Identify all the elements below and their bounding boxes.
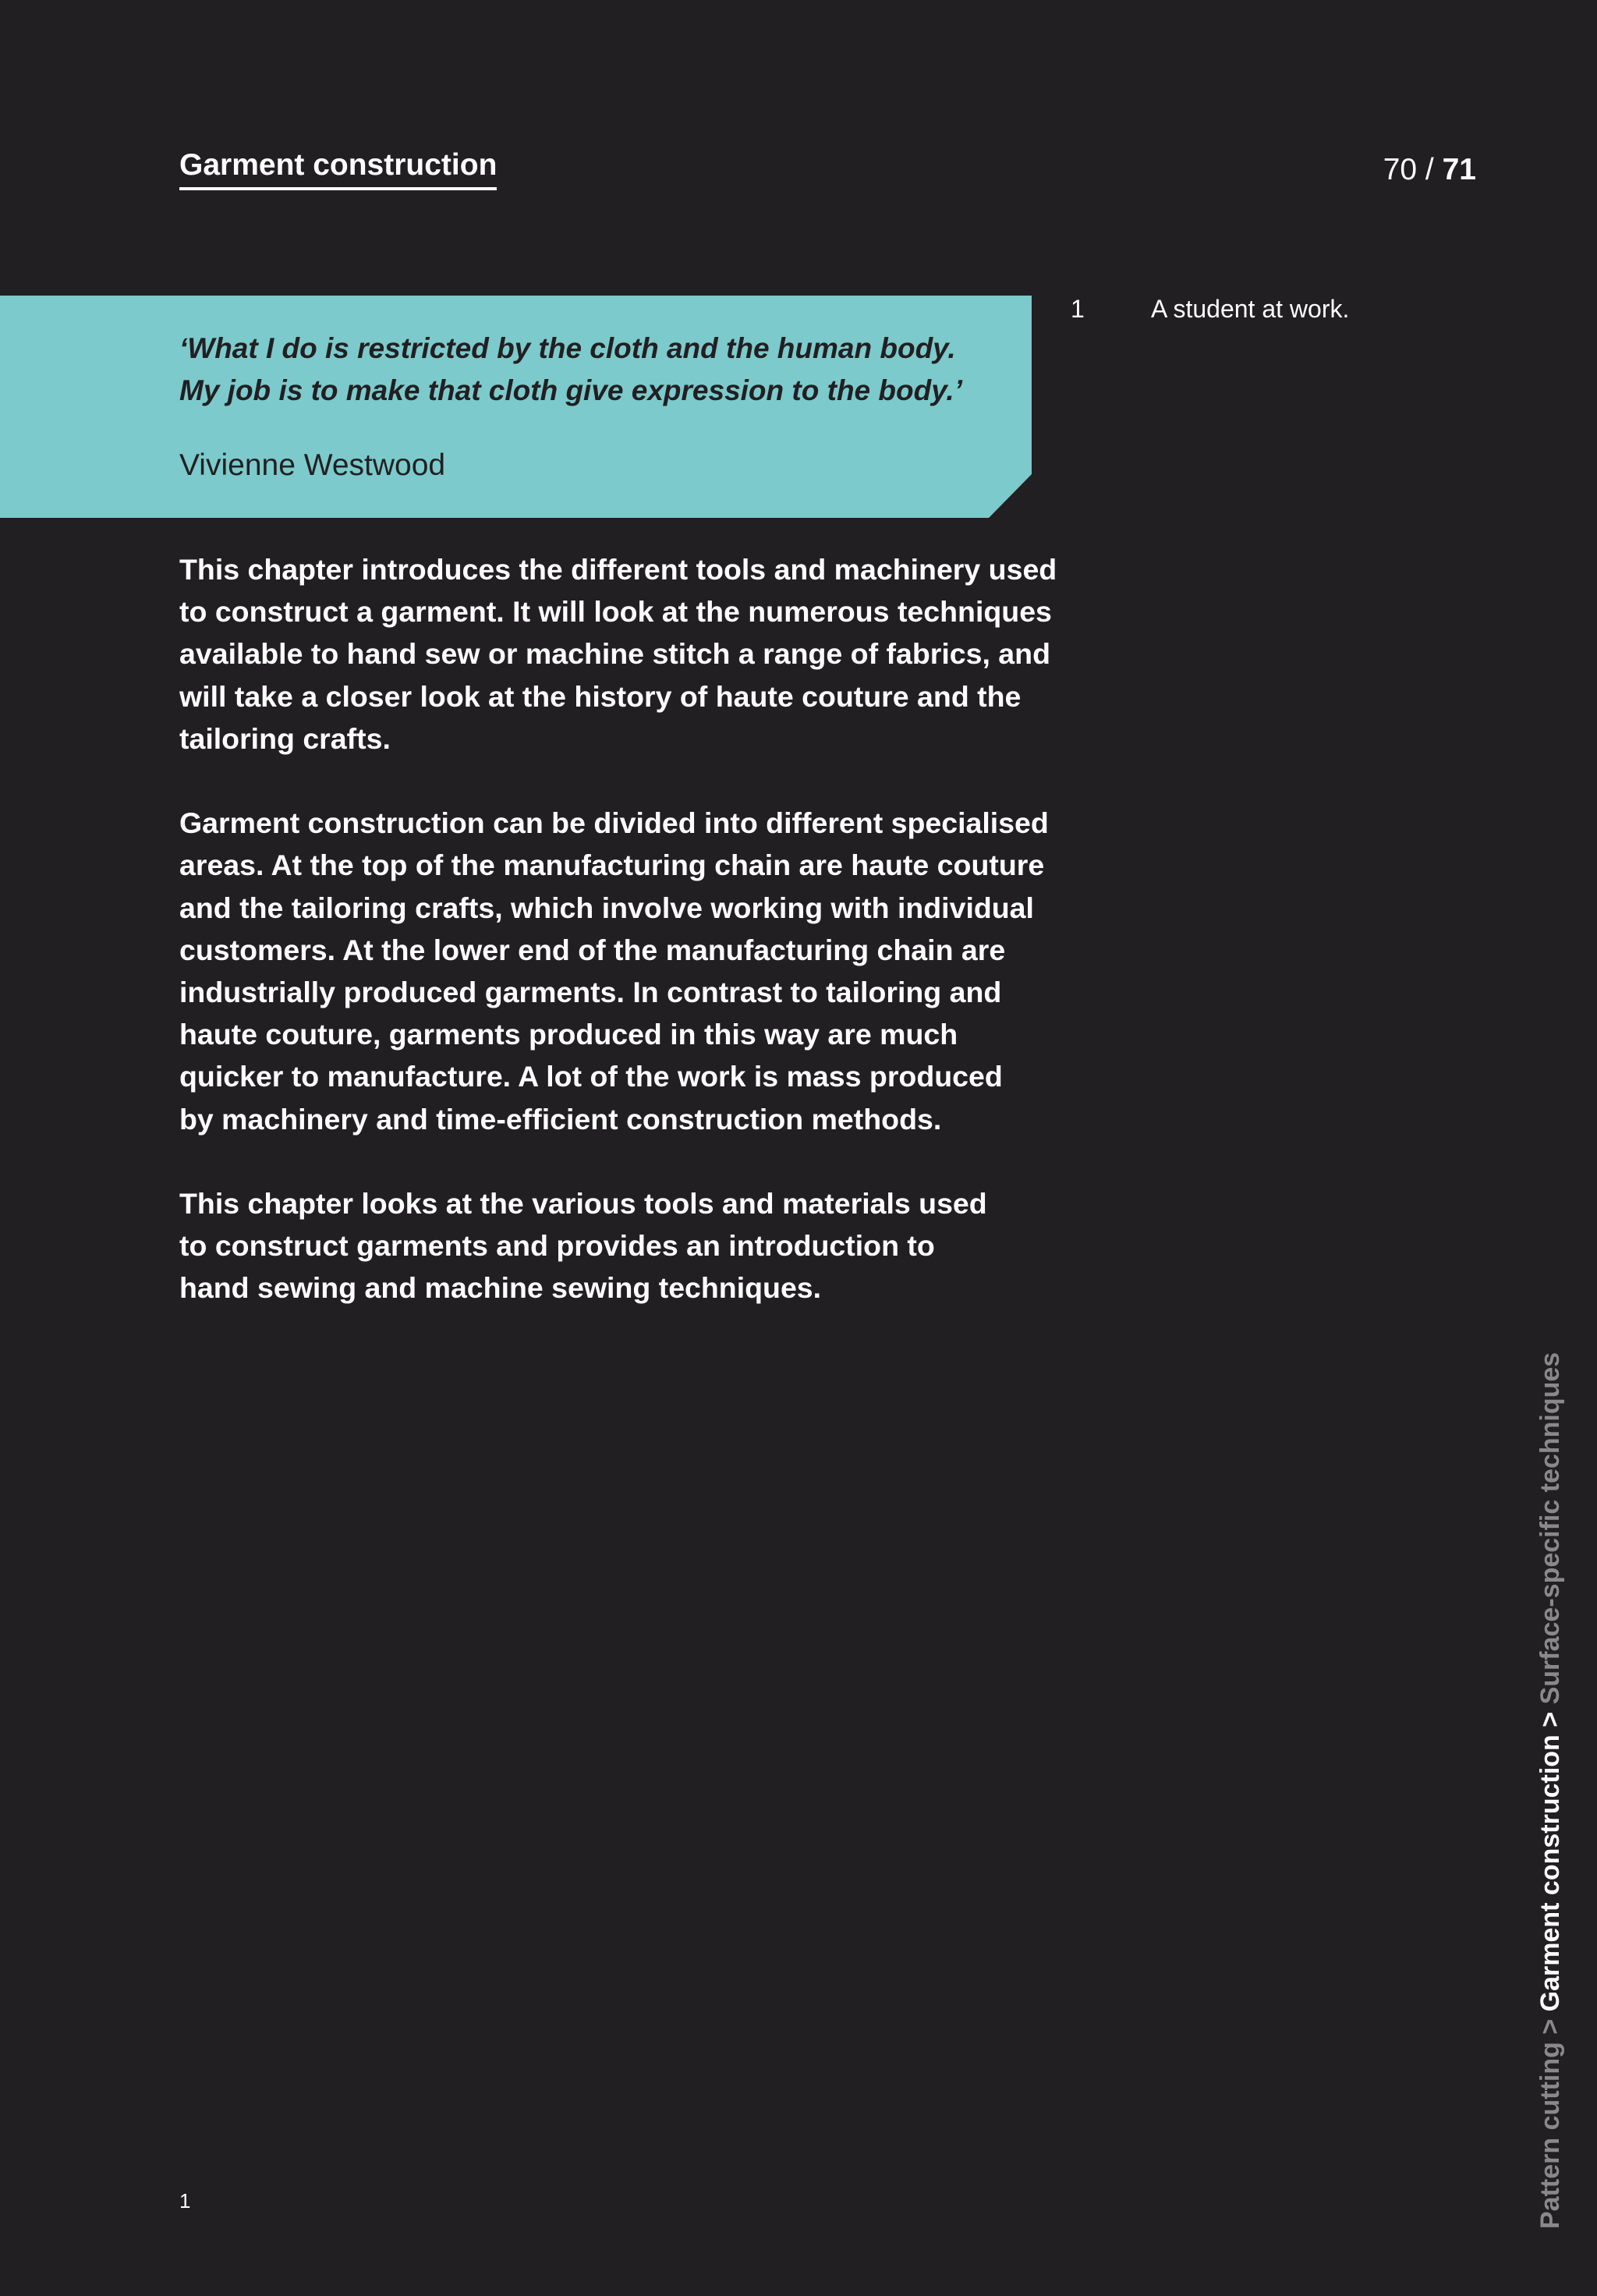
body-paragraph <box>179 802 1053 1140</box>
body-paragraph <box>179 1182 1053 1309</box>
current-page-number: 70 <box>1383 153 1418 186</box>
pull-quote <box>179 328 1022 412</box>
body-line: available to hand sew or machine stitch a range of fabrics, and <box>179 637 1050 671</box>
body-line: This chapter looks at the various tools and materials used <box>179 1187 987 1221</box>
body-line: by machinery and time-efficient construction methods. <box>179 1102 942 1136</box>
body-line: areas. At the top of the manufacturing chain are haute couture <box>179 849 1045 882</box>
body-line: Garment construction can be divided into different specialised <box>179 806 1049 840</box>
breadcrumb-separator: > <box>1535 2018 1565 2035</box>
body-line: quicker to manufacture. A lot of the work is mass produced <box>179 1060 1003 1093</box>
body-line: industrially produced garments. In contrast to tailoring and <box>179 976 1002 1009</box>
page-numbers <box>1383 151 1476 189</box>
body-line: to construct garments and provides an introduction to <box>179 1229 935 1263</box>
body-paragraph <box>179 548 1057 760</box>
body-line: hand sewing and machine sewing techniques. <box>179 1271 822 1305</box>
chapter-title: Garment construction <box>179 147 497 190</box>
figure-number: 1 <box>179 2189 191 2213</box>
body-line: and the tailoring crafts, which involve working with individual <box>179 891 1034 924</box>
body-line: This chapter introduces the different tools and machinery used <box>179 553 1057 586</box>
body-line: customers. At the lower end of the manufacturing chain are <box>179 933 1006 966</box>
breadcrumb-previous[interactable]: Pattern cutting <box>1535 2042 1565 2229</box>
breadcrumb-next[interactable]: Surface-specific techniques <box>1535 1352 1565 1705</box>
breadcrumb-separator: > <box>1535 1711 1565 1727</box>
quote-author: Vivienne Westwood <box>179 448 446 482</box>
page-separator: / <box>1425 153 1434 186</box>
caption-text: A student at work. <box>1151 295 1350 323</box>
caption-number: 1 <box>1071 295 1085 323</box>
body-line: will take a closer look at the history of haute couture and the <box>179 679 1022 713</box>
quote-line: My job is to make that cloth give expression to the body.’ <box>179 374 962 406</box>
breadcrumb-current: Garment construction <box>1535 1734 1565 2012</box>
body-line: tailoring crafts. <box>179 721 391 755</box>
body-text <box>179 548 1057 1352</box>
breadcrumb <box>1535 1352 1566 2229</box>
total-page-number: 71 <box>1442 153 1476 186</box>
body-line: haute couture, garments produced in this way are much <box>179 1018 958 1051</box>
quote-line: ‘What I do is restricted by the cloth and the human body. <box>179 332 956 364</box>
body-line: to construct a garment. It will look at the numerous techniques <box>179 595 1052 629</box>
